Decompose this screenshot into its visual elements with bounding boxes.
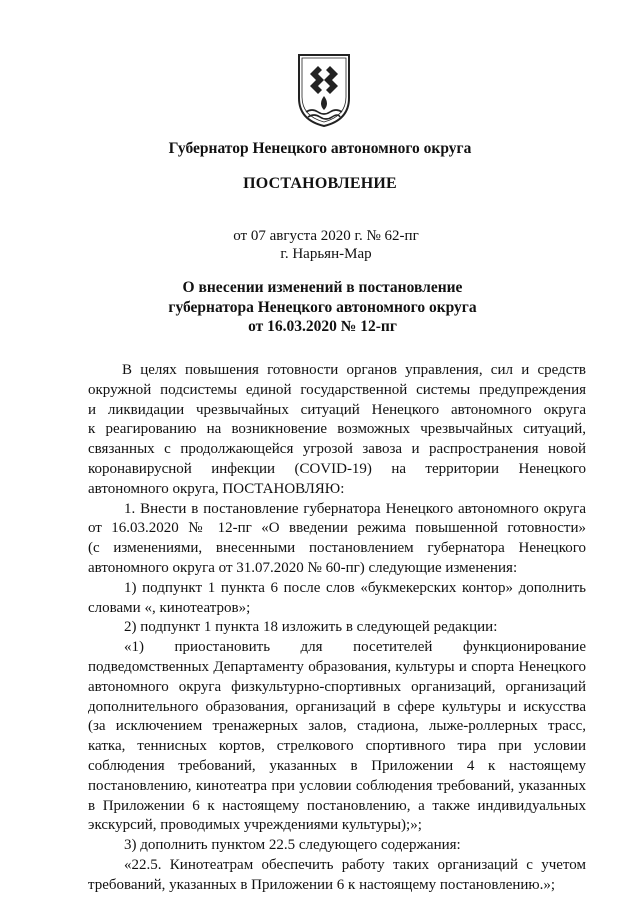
title-line: от 16.03.2020 № 12-пг xyxy=(248,318,397,335)
body-line: 3) дополнить пунктом 22.5 следующего содержания: xyxy=(124,837,461,854)
body-line: автономного округа, ПОСТАНОВЛЯЮ: xyxy=(88,480,345,497)
body-line: подведомственных Департаменту образования, культуры и спорта Ненецкого xyxy=(88,658,586,675)
body-line: и ликвидации чрезвычайных ситуаций Ненецкого автономного округа xyxy=(88,401,586,418)
body-line: словами «, кинотеатров»; xyxy=(88,599,251,616)
document-title xyxy=(0,278,640,337)
body-line: (с изменениями, внесенными постановлением губернатора Ненецкого xyxy=(88,540,586,557)
body-line: «22.5. Кинотеатрам обеспечить работу таких организаций с учетом xyxy=(124,856,586,873)
document-type: ПОСТАНОВЛЕНИЕ xyxy=(243,175,397,192)
body-line: от 16.03.2020 № 12-пг «О введении режима повышенной готовности» xyxy=(88,520,586,537)
body-line: автономного округа физкультурно-спортивных организаций, организаций xyxy=(88,678,586,695)
body-line: коронавирусной инфекции (COVID-19) на территории Ненецкого xyxy=(88,460,586,477)
nenets-coat-of-arms-icon xyxy=(296,52,352,128)
body-line: В целях повышения готовности органов управления, сил и средств xyxy=(122,362,586,378)
document-date-number: от 07 августа 2020 г. № 62-пг xyxy=(233,228,419,244)
document-body xyxy=(88,361,586,896)
body-line: 2) подпункт 1 пункта 18 изложить в следующей редакции: xyxy=(124,619,498,636)
body-line: катка, теннисных кортов, стрелкового спортивного тира при условии xyxy=(88,738,586,755)
document-city: г. Нарьян-Мар xyxy=(280,246,372,262)
body-line: экскурсий, проводимых учреждениями культуры);»; xyxy=(88,817,422,834)
title-line: О внесении изменений в постановление xyxy=(182,279,463,296)
title-line: губернатора Ненецкого автономного округа xyxy=(168,298,477,316)
body-line: автономного округа от 31.07.2020 № 60-пг) следующие изменения: xyxy=(88,559,518,576)
body-line: в Приложении 6 к настоящему постановлению, а также индивидуальных xyxy=(88,797,586,814)
body-line: связанных с продолжающейся угрозой завоза и распространения новой xyxy=(88,441,586,458)
body-line: окружной подсистемы единой государственной системы предупреждения xyxy=(88,381,586,398)
body-line: «1) приостановить для посетителей функционирование xyxy=(124,639,586,656)
body-line: требований, указанных в Приложении 6 к настоящему постановлению.»; xyxy=(88,876,556,893)
body-line: постановлению, кинотеатра при условии соблюдения требований, указанных xyxy=(88,777,586,794)
body-line: дополнительного образования, организаций в сфере культуры и искусства xyxy=(88,698,586,715)
body-line: соблюдения требований, указанных в Приложении 4 к настоящему xyxy=(88,757,586,774)
body-line: 1. Внести в постановление губернатора Ненецкого автономного округа xyxy=(124,500,586,517)
governor-heading: Губернатор Ненецкого автономного округа xyxy=(168,140,472,157)
body-line: к реагированию на возникновение возможных чрезвычайных ситуаций, xyxy=(88,421,586,438)
body-line: (за исключением тренажерных залов, стадиона, лыже-роллерных трасс, xyxy=(88,718,586,735)
body-line: 1) подпункт 1 пункта 6 после слов «букмекерских контор» дополнить xyxy=(124,579,586,596)
